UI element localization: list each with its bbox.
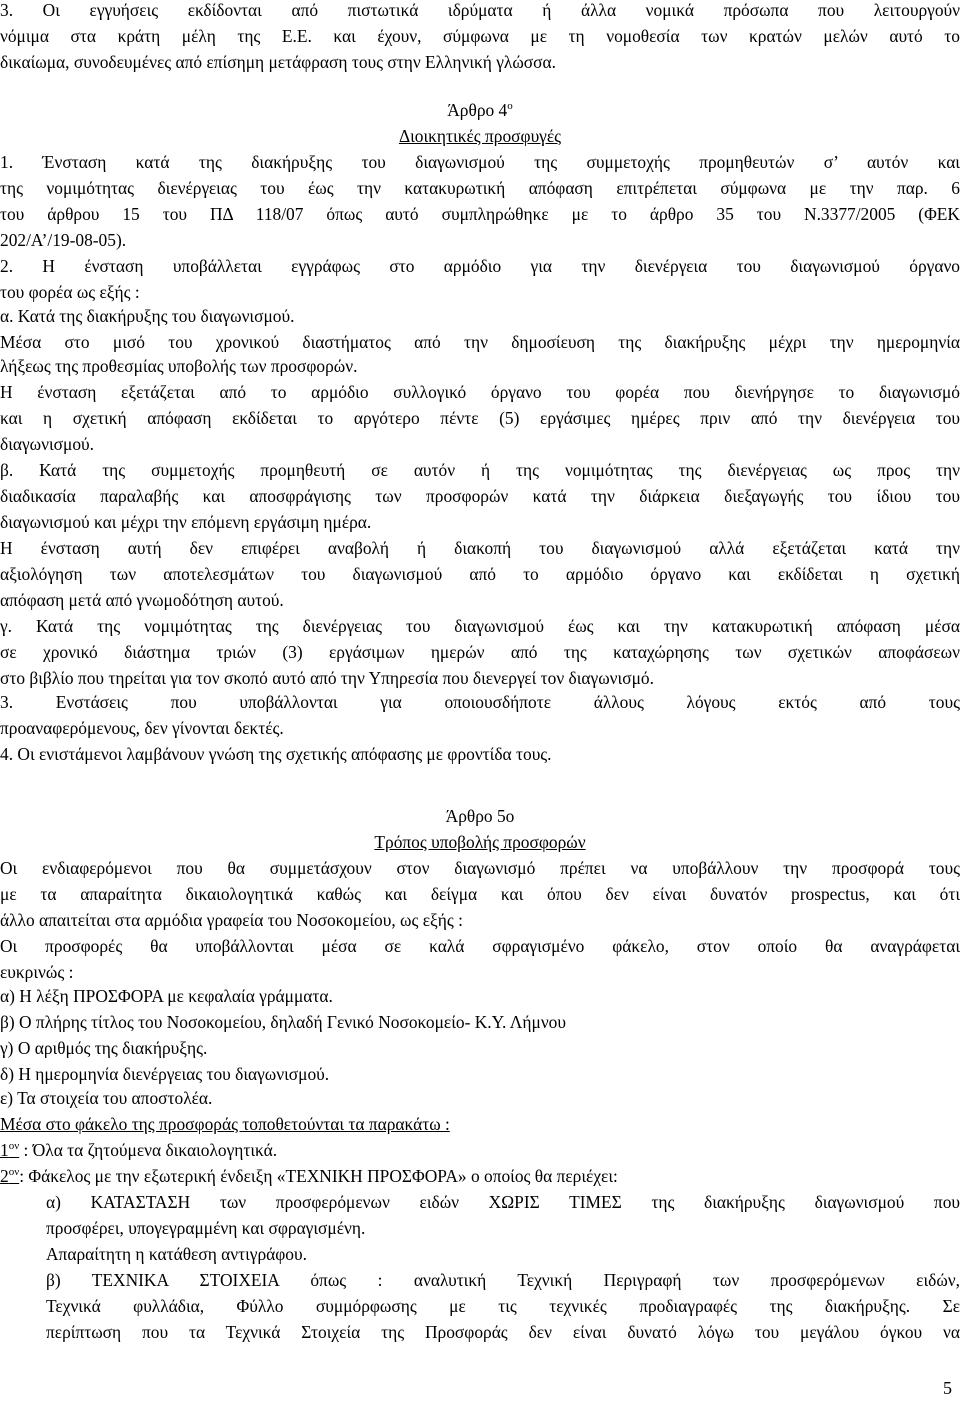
text-line: α. Κατά της διακήρυξης του διαγωνισμού. [0, 306, 295, 326]
text-line: του άρθρου 15 του ΠΔ 118/07 όπως αυτό συμπληρώθηκε με το άρθρο 35 του Ν.3377/2005 (ΦΕΚ [0, 204, 960, 224]
text-line: Τρόπος υποβολής προσφορών [374, 832, 586, 852]
text-line: ε) Τα στοιχεία του αποστολέα. [0, 1088, 213, 1108]
superscript: ο [507, 100, 513, 113]
text-line: λήξεως της προθεσμίας υποβολής των προσφορών. [0, 356, 358, 376]
text-line: γ. Κατά της νομιμότητας της διενέργειας του διαγωνισμού έως και την κατακυρωτική απόφαση μέσα [0, 616, 960, 636]
text-line: Άρθρο 5ο [445, 806, 515, 826]
text-line: Τεχνικά φυλλάδια, Φύλλο συμμόρφωσης με τις τεχνικές προδιαγραφές της διακήρυξης. Σε [46, 1296, 960, 1316]
text-line: ευκρινώς : [0, 962, 74, 982]
text-line: γ) Ο αριθμός της διακήρυξης. [0, 1038, 208, 1058]
text-line: Απαραίτητη η κατάθεση αντιγράφου. [46, 1244, 307, 1264]
text-line: σε χρονικό διάστημα τριών (3) εργάσιμων ημερών από της καταχώρησης των σχετικών αποφάσεων [0, 642, 960, 662]
text-line: περίπτωση που τα Τεχνικά Στοιχεία της Προσφοράς δεν είναι δυνατό λόγω του μεγάλου όγκου να [46, 1322, 960, 1342]
page-number: 5 [943, 1378, 952, 1398]
text-line: της νομιμότητας διενέργειας του έως την κατακυρωτική απόφαση επιτρέπεται σύμφωνα με την παρ. 6 [0, 178, 960, 198]
text-line: Η ένσταση αυτή δεν επιφέρει αναβολή ή διακοπή του διαγωνισμού αλλά εξετάζεται κατά την [0, 538, 960, 558]
text-line: Οι ενδιαφερόμενοι που θα συμμετάσχουν στον διαγωνισμό πρέπει να υποβάλλουν την προσφορά τους [0, 858, 960, 878]
text-line: δικαίωμα, συνοδευμένες από επίσημη μετάφραση τους στην Ελληνική γλώσσα. [0, 52, 556, 72]
text-line: 2. Η ένσταση υποβάλλεται εγγράφως στο αρμόδιο για την διενέργεια του διαγωνισμού όργανο [0, 256, 960, 276]
text-line: Διοικητικές προσφυγές [398, 126, 562, 146]
text-line: άλλο απαιτείται στα αρμόδια γραφεία του Νοσοκομείου, ως εξής : [0, 910, 463, 930]
text-line: 4. Οι ενιστάμενοι λαμβάνουν γνώση της σχετικής απόφασης με φροντίδα τους. [0, 744, 552, 764]
text-line: διαγωνισμού και μέχρι την επόμενη εργάσιμη ημέρα. [0, 512, 372, 532]
text-line: απόφαση μετά από γνωμοδότηση αυτού. [0, 590, 284, 610]
text-line: α) Η λέξη ΠΡΟΣΦΟΡΑ με κεφαλαία γράμματα. [0, 986, 333, 1006]
text-line: 1. Ένσταση κατά της διακήρυξης του διαγωνισμού της συμμετοχής προμηθευτών σ’ αυτόν και [0, 152, 960, 172]
text-line: νόμιμα στα κράτη μέλη της Ε.Ε. και έχουν, σύμφωνα με τη νομοθεσία των κρατών μελών αυτό το [0, 26, 960, 46]
text-line: δ) Η ημερομηνία διενέργειας του διαγωνισμού. [0, 1064, 330, 1084]
text-line: διαγωνισμού. [0, 434, 95, 454]
text-line: αξιολόγηση των αποτελεσμάτων του διαγωνισμού από το αρμόδιο όργανο και εκδίδεται η σχετική [0, 564, 960, 584]
text-line: β. Κατά της συμμετοχής προμηθευτή σε αυτόν ή της νομιμότητας της διενέργειας ως προς την [0, 460, 960, 480]
ordinal: $2^{o\nu}$ [0, 1166, 20, 1186]
text-line: του φορέα ως εξής : [0, 282, 140, 302]
text-line: $2^{o\nu}$: Φάκελος με την εξωτερική ένδειξη «ΤΕΧΝΙΚΗ ΠΡΟΣΦΟΡΑ» ο οποίος θα περιέχει: [0, 1166, 618, 1186]
text-line: και η σχετική απόφαση εκδίδεται το αργότερο πέντε (5) εργάσιμες ημέρες πριν από την διενέργεια του [0, 408, 960, 428]
text-line: Άρθρο $4^o$ [447, 100, 513, 120]
text-line: Μέσα στο φάκελο της προσφοράς τοποθετούνται τα παρακάτω : [0, 1114, 450, 1134]
text-line: α) ΚΑΤΑΣΤΑΣΗ των προσφερόμενων ειδών ΧΩΡΙΣ ΤΙΜΕΣ της διακήρυξης διαγωνισμού που [46, 1192, 960, 1212]
text-line: 3. Ενστάσεις που υποβάλλονται για οποιουσδήποτε άλλους λόγους εκτός από τους [0, 692, 960, 712]
ordinal: $1^{o\nu}$ [0, 1140, 20, 1160]
text-line: 3. Οι εγγυήσεις εκδίδονται από πιστωτικά ιδρύματα ή άλλα νομικά πρόσωπα που λειτουργούν [0, 0, 960, 20]
text-line: διαδικασία παραλαβής και αποσφράγισης των προσφορών κατά την διάρκεια διεξαγωγής του ίδιου του [0, 486, 960, 506]
text-line: Μέσα στο μισό του χρονικού διαστήματος από την δημοσίευση της διακήρυξης μέχρι την ημερομηνία [0, 332, 960, 352]
text-line: στο βιβλίο που τηρείται για τον σκοπό αυτό από την Υπηρεσία που διενεργεί τον διαγωνισμό. [0, 668, 654, 688]
text-line: προσφέρει, υπογεγραμμένη και σφραγισμένη. [46, 1218, 366, 1238]
text-line: $1^{o\nu}$ : Όλα τα ζητούμενα δικαιολογητικά. [0, 1140, 278, 1160]
text-line: β) Ο πλήρης τίτλος του Νοσοκομείου, δηλαδή Γενικό Νοσοκομείο- Κ.Υ. Λήμνου [0, 1012, 566, 1032]
text-line: με τα απαραίτητα δικαιολογητικά καθώς και δείγμα και όπου δεν είναι δυνατόν prospectus, και ότι [0, 884, 960, 904]
text-line: Οι προσφορές θα υποβάλλονται μέσα σε καλά σφραγισμένο φάκελο, στον οποίο θα αναγράφεται [0, 936, 960, 956]
text-line: προαναφερόμενους, δεν γίνονται δεκτές. [0, 718, 284, 738]
text-line: 202/Α’/19-08-05). [0, 230, 127, 250]
text-line: Η ένσταση εξετάζεται από το αρμόδιο συλλογικό όργανο του φορέα που διενήργησε το διαγωνισμό [0, 382, 960, 402]
text-line: β) ΤΕΧΝΙΚΑ ΣΤΟΙΧΕΙΑ όπως : αναλυτική Τεχνική Περιγραφή των προσφερόμενων ειδών, [46, 1270, 960, 1290]
